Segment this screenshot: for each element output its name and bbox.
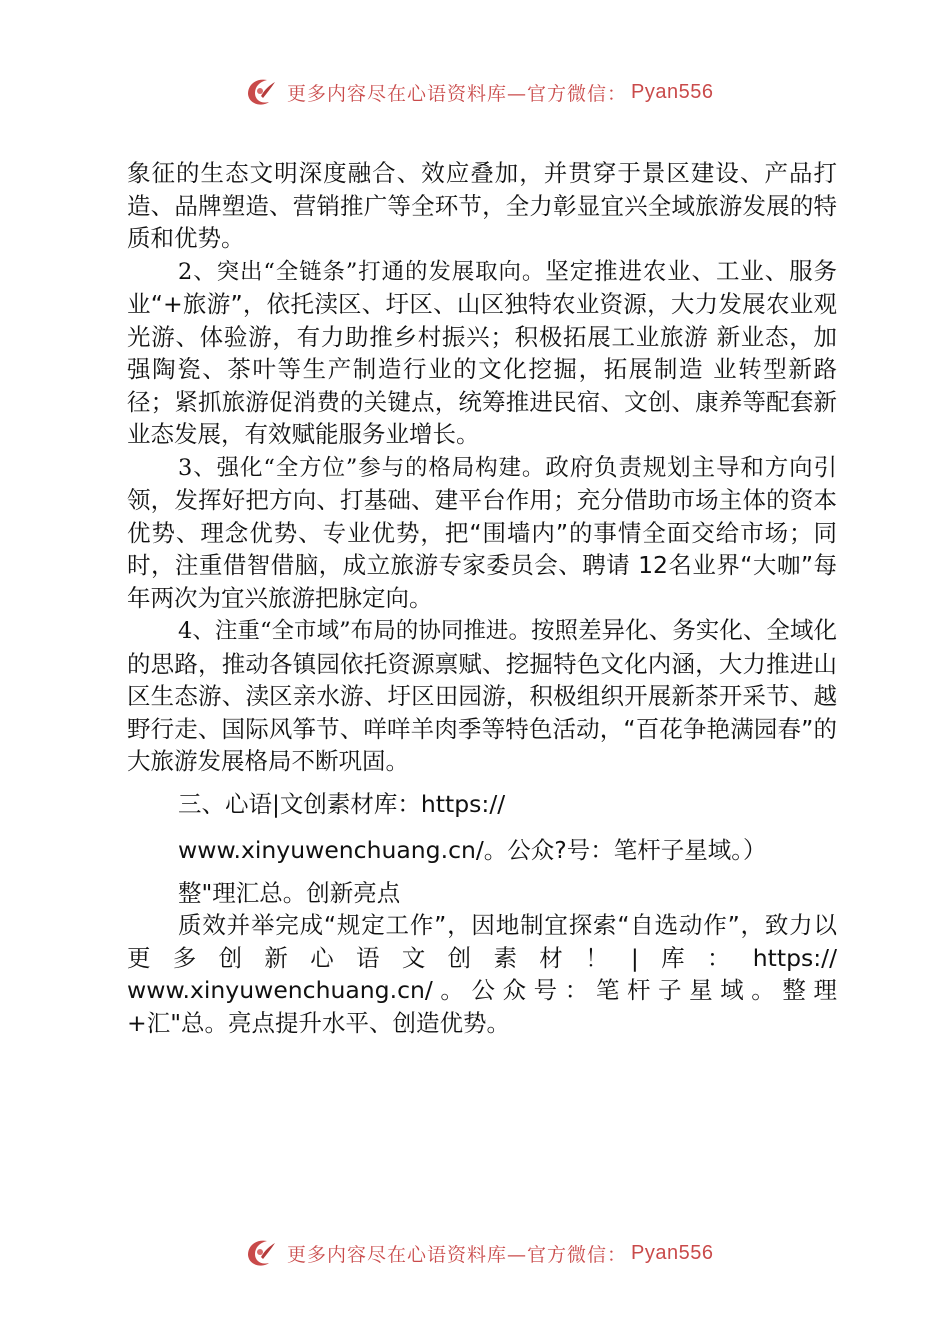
paragraph-6: www.xinyuwenchuang.cn/。公众?号：笔杆子星域。） bbox=[178, 836, 767, 864]
document-body bbox=[127, 157, 837, 1039]
brush-logo-icon bbox=[243, 74, 279, 110]
header-wechat-id: Pyan556 bbox=[631, 80, 714, 103]
paragraph-2-lead: 2、突出“全链条”打通的发展取向。 bbox=[178, 258, 546, 285]
paragraph-2-text: 坚定推进农业、工业、服务业“+旅游”，依托渎区、圩区、山区独特农业资源，大力发展农业观光游、体验游，有力助推乡村振兴；积极拓展工业旅游 新业态，加强陶瓷、茶叶等生产制造行业的文化挖掘，拓展制造 业转型新路径；紧抓旅游促消费的关键点，统筹推进民宿、文创、康养等配套新业态发展，有效赋能服务业增长。 bbox=[127, 256, 838, 448]
paragraph-4-text: 按照差异化、务实化、全域化的思路，推动各镇园依托资源禀赋、挖掘特色文化内涵，大力推进山区生态游、渎区亲水游、圩区田园游，积极组织开展新茶开采节、越野行走、国际风筝节、咩咩羊肉季等特色活动，“百花争艳满园春”的大旅游发展格局不断巩固。 bbox=[127, 616, 838, 775]
paragraph-1: 象征的生态文明深度融合、效应叠加，并贯穿于景区建设、产品打造、品牌塑造、营销推广等全环节，全力彰显宜兴全域旅游发展的特质和优势。 bbox=[127, 159, 837, 252]
paragraph-4 bbox=[127, 614, 837, 778]
header-banner bbox=[243, 72, 763, 112]
brush-logo-icon bbox=[243, 1235, 279, 1271]
footer-wechat-id: Pyan556 bbox=[631, 1241, 714, 1264]
footer-text: 更多内容尽在心语资料库—官方微信： bbox=[287, 1243, 628, 1266]
paragraph-3 bbox=[127, 451, 837, 615]
paragraph-5: 三、心语|文创素材库：https:// bbox=[178, 789, 506, 818]
paragraph-8: 质效并举完成“规定工作”，因地制宜探索“自选动作”，致力以更多创新心语文创素材！|库：https:// www.xinyuwenchuang.cn/。公众号：笔杆子星域。整理+汇"总。亮点提升水平、创造优势。 bbox=[127, 911, 837, 1037]
paragraph-2 bbox=[127, 255, 837, 451]
header-text: 更多内容尽在心语资料库—官方微信： bbox=[287, 82, 628, 105]
paragraph-4-lead: 4、注重“全市域”布局的协同推进。 bbox=[178, 618, 532, 644]
footer-banner bbox=[243, 1233, 763, 1273]
paragraph-3-text: 政府负责规划主导和方向引领，发挥好把方向、打基础、建平台作用；充分借助市场主体的资本优势、理念优势、专业优势，把“围墙内”的事情全面交给市场；同时，注重借智借脑，成立旅游专家委员会、聘请 12名业界“大咖”每年两次为宜兴旅游把脉定向。 bbox=[127, 452, 838, 612]
paragraph-3-lead: 3、强化“全方位”参与的格局构建。 bbox=[178, 454, 546, 481]
paragraph-7: 整"理汇总。创新亮点 bbox=[178, 878, 401, 907]
